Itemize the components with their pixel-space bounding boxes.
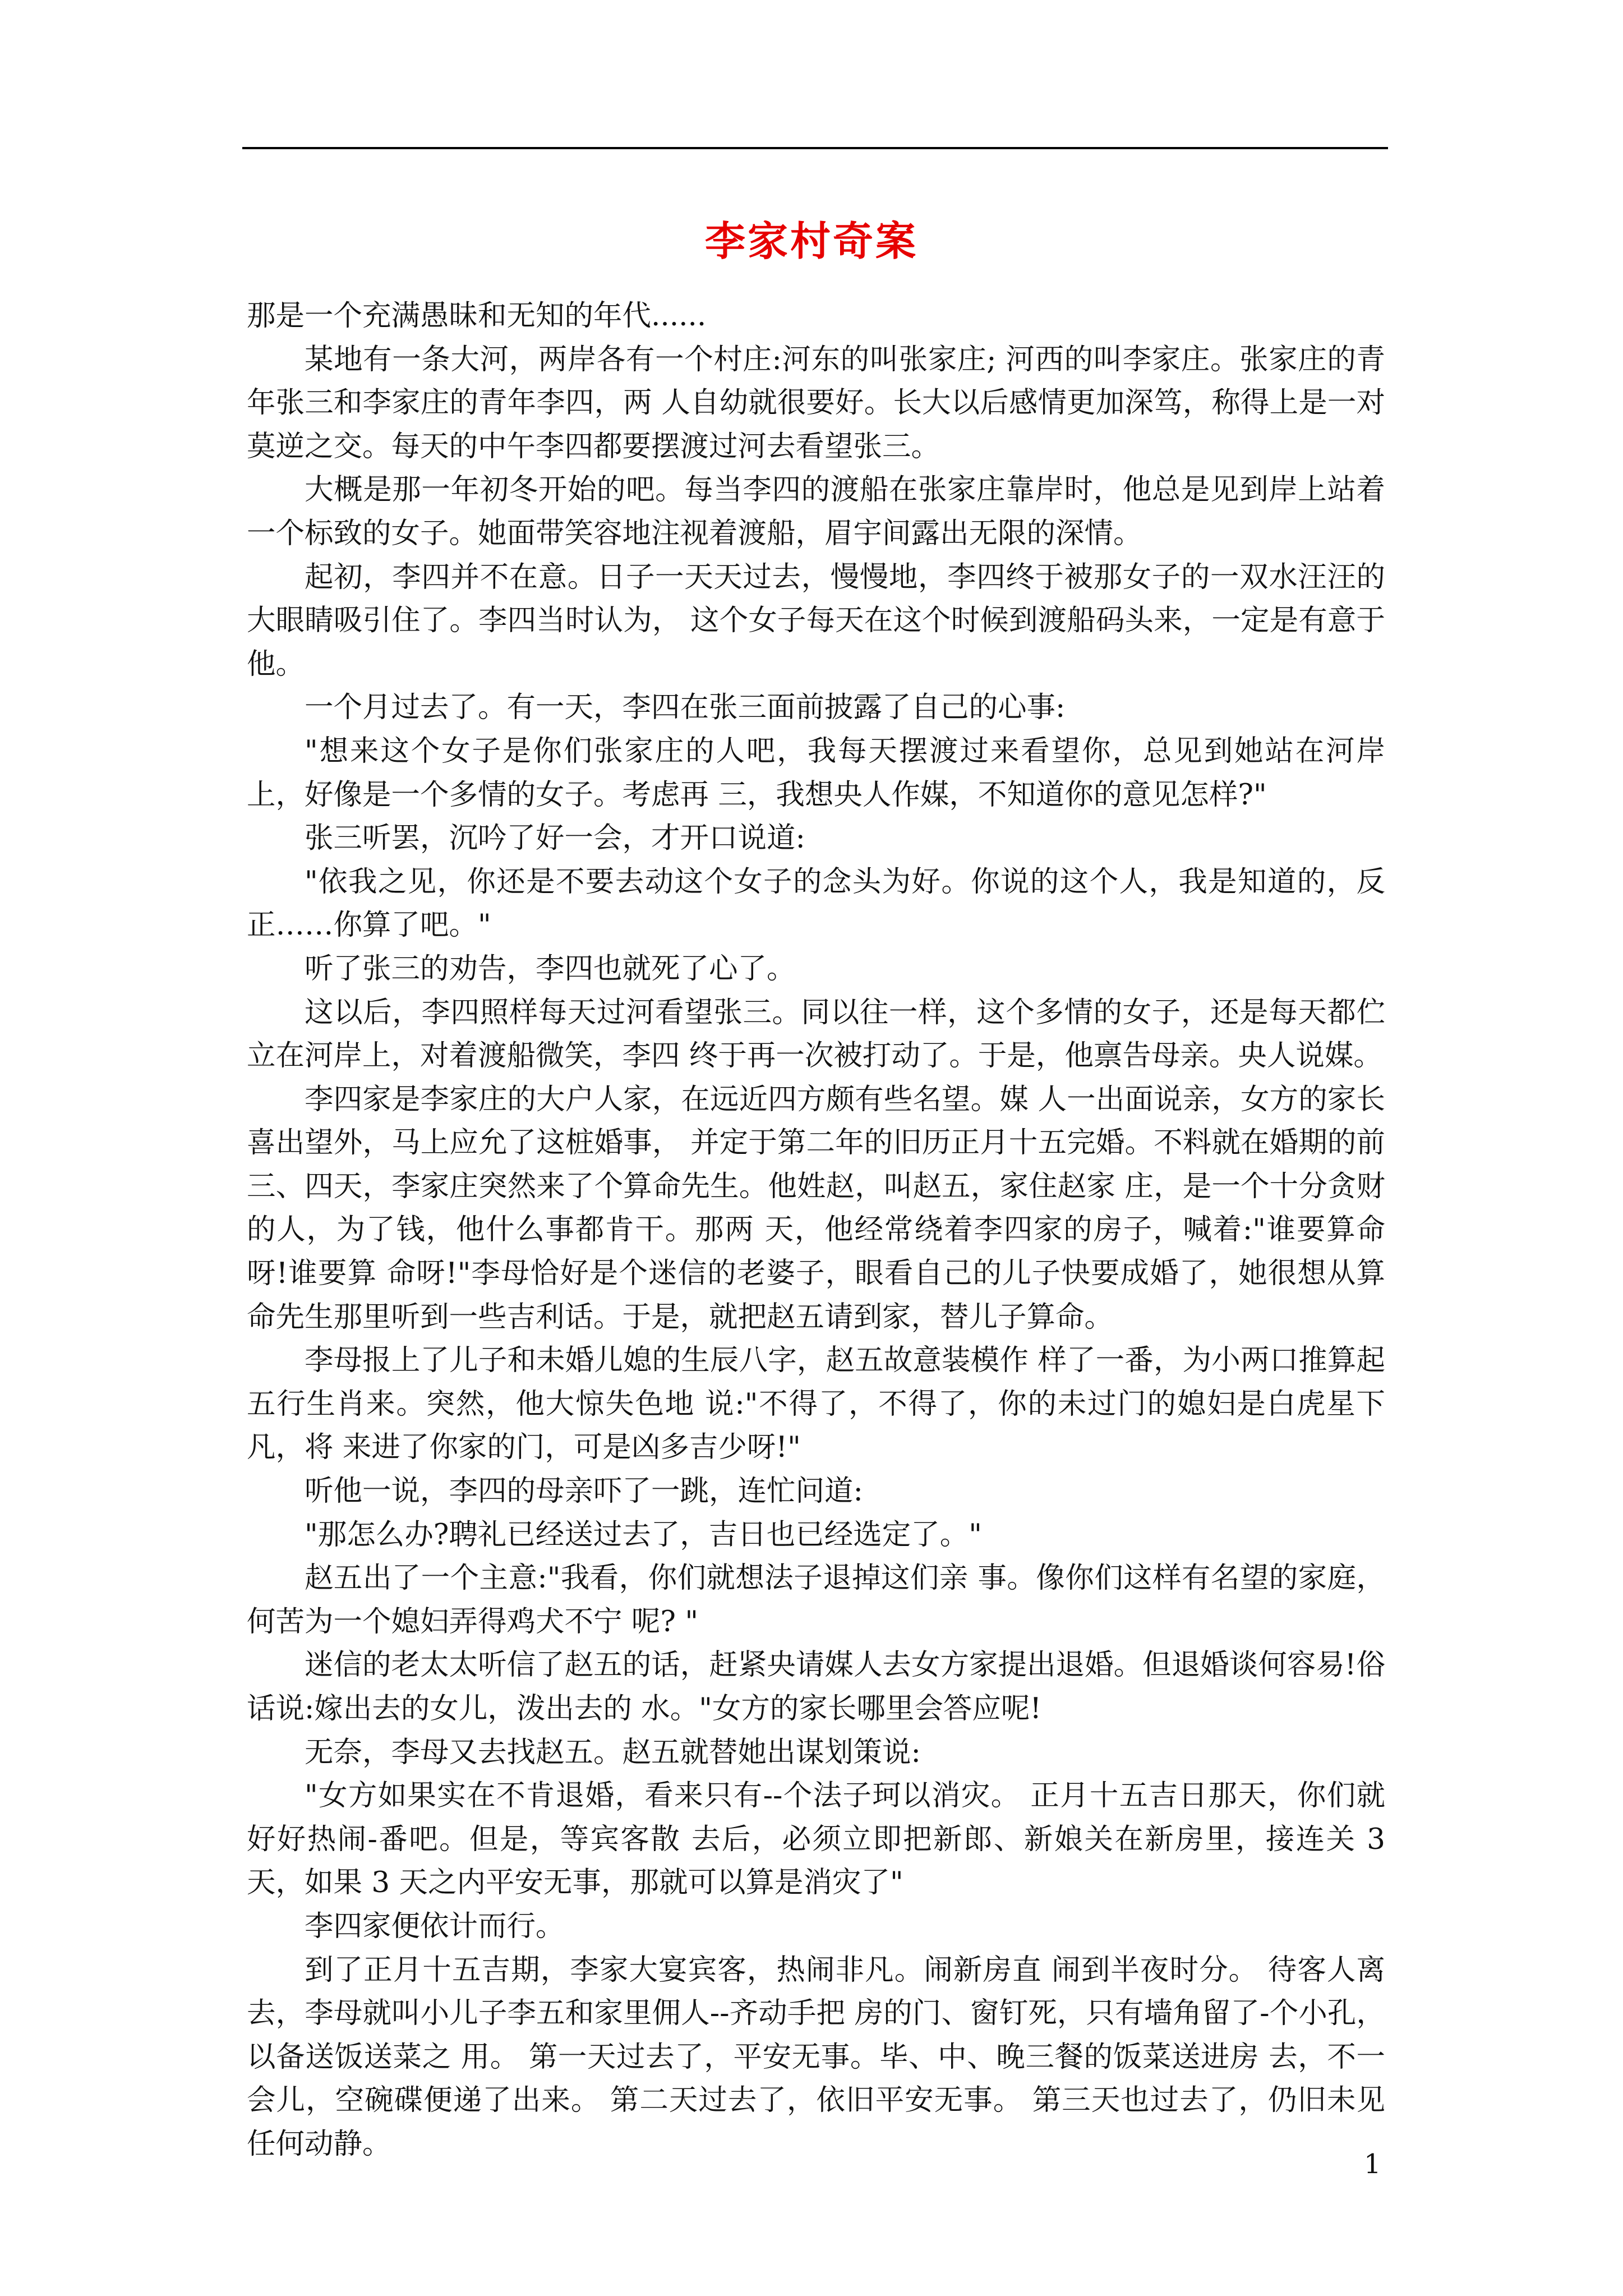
paragraph: "女方如果实在不肯退婚，看来只有--个法子珂以消灾。 正月十五吉日那天，你们就好好热闹-番吧。但是，等宾客散 去后，必须立即把新郎、新娘关在新房里，接连关 3 天，如果 3 天之内平安无事，那就可以算是消灾了" — [247, 1779, 1385, 1900]
paragraph: "想来这个女子是你们张家庄的人吧，我每天摆渡过来看望你，总见到她站在河岸上，好像是一个多情的女子。考虑再 三，我想央人作媒，不知道你的意见怎样?" — [247, 734, 1385, 812]
paragraph: 赵五出了一个主意:"我看，你们就想法子退掉这们亲 事。像你们这样有名望的家庭，何苦为一个媳妇弄得鸡犬不宁 呢? " — [247, 1561, 1385, 1639]
paragraph: 那是一个充满愚昧和无知的年代...... — [247, 299, 707, 333]
paragraph: 这以后，李四照样每天过河看望张三。同以往一样，这个多情的女子，还是每天都伫立在河岸上，对着渡船微笑，李四 终于再一次被打动了。于是，他禀告母亲。央人说媒。 — [247, 995, 1385, 1073]
paragraph: "依我之见，你还是不要去动这个女子的念头为好。你说的这个人，我是知道的，反正……你算了吧。" — [247, 864, 1385, 942]
paragraph: 大概是那一年初冬开始的吧。每当李四的渡船在张家庄靠岸时，他总是见到岸上站着一个标致的女子。她面带笑容地注视着渡船，眉宇间露出无限的深情。 — [247, 473, 1385, 550]
document-title: 李家村奇案 — [704, 217, 918, 265]
paragraph: 张三听罢，沉吟了好一会，才开口说道: — [305, 821, 805, 855]
paragraph: 到了正月十五吉期，李家大宴宾客，热闹非凡。闹新房直 闹到半夜时分。 待客人离去，李母就叫小儿子李五和家里佣人--齐动手把 房的门、窗钉死，只有墙角留了-个小孔，以备送饭送菜之 用。 第一天过去了，平安无事。毕、中、晚三餐的饭菜送进房 去，不一会儿，空碗碟便递了出来。 第二天过去了，依旧平安无事。 第三天也过去了，仍旧未见任何动静。 — [247, 1953, 1385, 2161]
paragraph: 起初，李四并不在意。日子一天天过去，慢慢地，李四终于被那女子的一双水汪汪的大眼睛吸引住了。李四当时认为， 这个女子每天在这个时候到渡船码头来，一定是有意于他。 — [247, 560, 1385, 681]
paragraph: 听他一说，李四的母亲吓了一跳，连忙问道: — [305, 1474, 863, 1508]
paragraph: 某地有一条大河，两岸各有一个村庄:河东的叫张家庄; 河西的叫李家庄。张家庄的青年张三和李家庄的青年李四，两 人自幼就很要好。长大以后感情更加深笃，称得上是一对莫逆之交。每天的中午李四都要摆渡过河去看望张三。 — [247, 342, 1385, 463]
document-body — [247, 295, 1385, 2166]
header-rule — [242, 147, 1388, 149]
paragraph: 一个月过去了。有一天，李四在张三面前披露了自己的心事: — [305, 691, 1066, 725]
paragraph: 迷信的老太太听信了赵五的话，赶紧央请媒人去女方家提出退婚。但退婚谈何容易!俗话说:嫁出去的女儿，泼出去的 水。"女方的家长哪里会答应呢! — [247, 1648, 1385, 1726]
paragraph: 无奈，李母又去找赵五。赵五就替她出谋划策说: — [305, 1735, 921, 1769]
paragraph: 李四家是李家庄的大户人家，在远近四方颇有些名望。媒 人一出面说亲，女方的家长喜出望外，马上应允了这桩婚事， 并定于第二年的旧历正月十五完婚。不料就在婚期的前三、四天，李家庄突然来了个算命先生。他姓赵，叫赵五，家住赵家 庄，是一个十分贪财的人，为了钱，他什么事都肯干。那两 天，他经常绕着李四家的房子，喊着:"谁要算命呀!谁要算 命呀!"李母恰好是个迷信的老婆子，眼看自己的儿子快要成婚了，她很想从算命先生那里听到一些吉利话。于是，就把赵五请到家，替儿子算命。 — [247, 1082, 1385, 1334]
paragraph: "那怎么办?聘礼已经送过去了，吉日也已经选定了。" — [305, 1517, 982, 1552]
paragraph: 听了张三的劝告，李四也就死了心了。 — [305, 951, 796, 986]
paragraph: 李母报上了儿子和未婚儿媳的生辰八字，赵五故意装模作 样了一番，为小两口推算起五行生肖来。突然，他大惊失色地 说:"不得了，不得了，你的未过门的媳妇是白虎星下凡，将 来进了你家的门，可是凶多吉少呀!" — [247, 1343, 1385, 1465]
page-number: 1 — [1364, 2148, 1381, 2180]
paragraph: 李四家便依计而行。 — [305, 1909, 565, 1943]
